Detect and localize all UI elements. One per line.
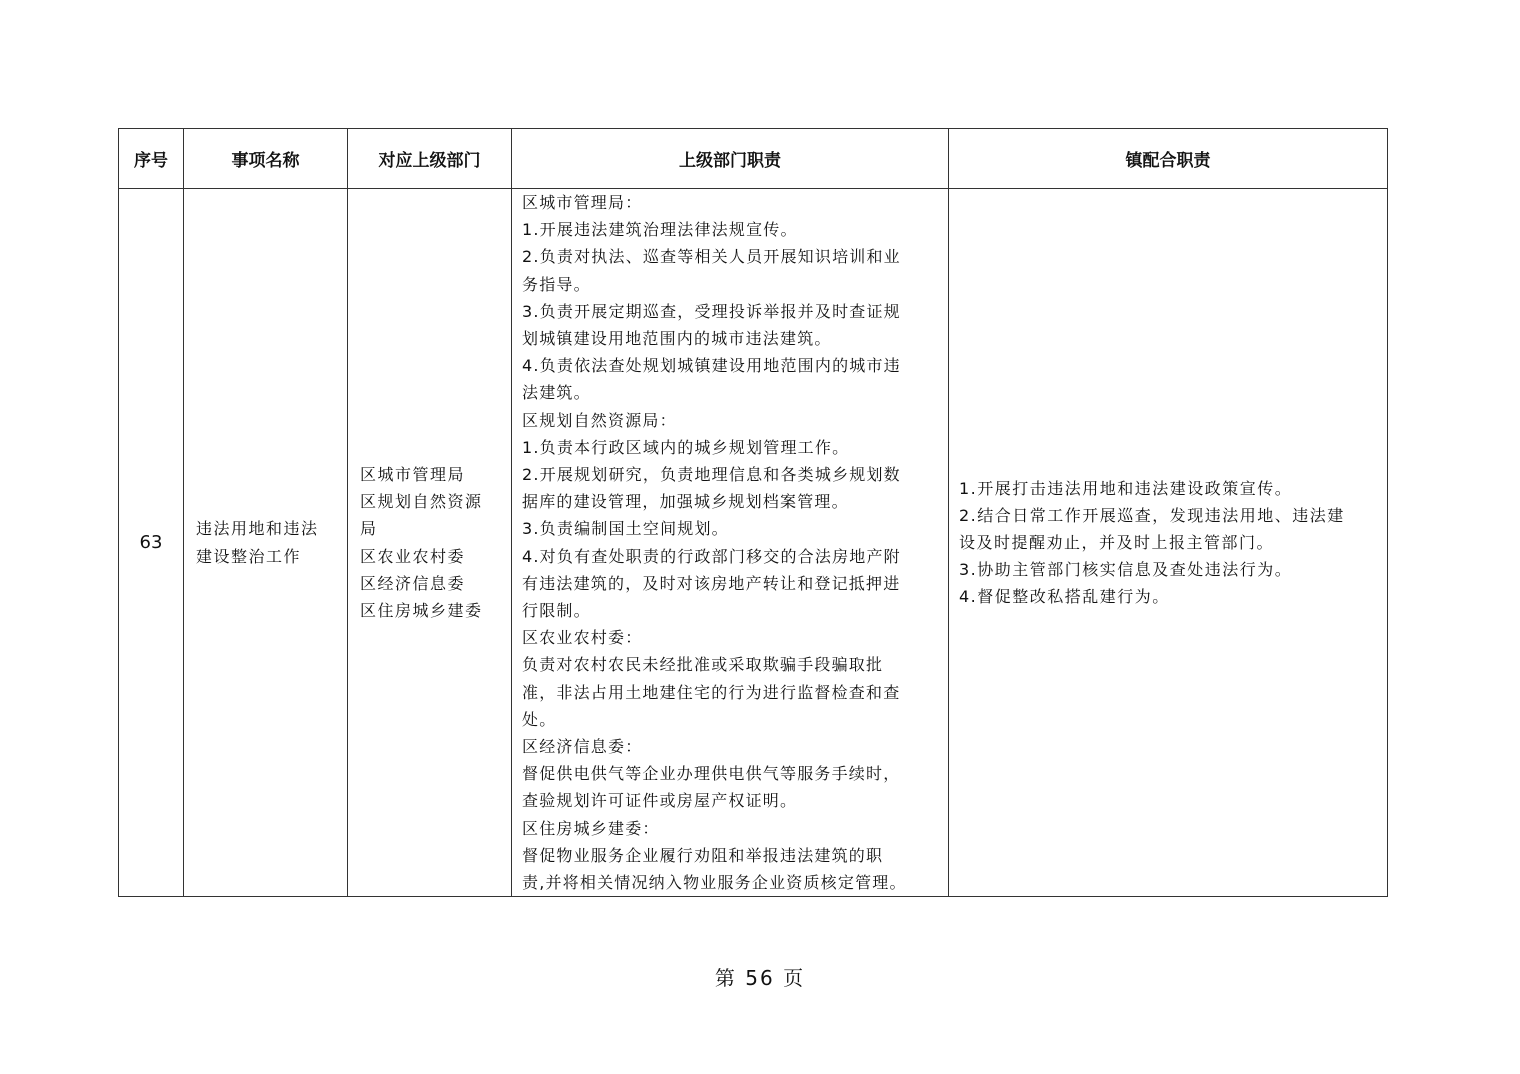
duty-line: 2.负责对执法、巡查等相关人员开展知识培训和业: [522, 247, 901, 267]
department-line: 区规划自然资源: [360, 492, 483, 512]
page-number: 第 56 页: [714, 966, 806, 990]
department-line: 区农业农村委: [360, 546, 466, 566]
duty-line: 督促物业服务企业履行劝阻和举报违法建筑的职: [522, 845, 884, 865]
duty-line: 准，非法占用土地建住宅的行为进行监督检查和查: [522, 682, 901, 702]
header-superior-duties: 上级部门职责: [512, 129, 949, 189]
duty-line: 法建筑。: [522, 383, 591, 403]
department-line: 区经济信息委: [360, 573, 466, 593]
header-item-name: 事项名称: [184, 129, 348, 189]
duty-line: 务指导。: [522, 274, 591, 294]
town-duty-line: 设及时提醒劝止，并及时上报主管部门。: [959, 533, 1275, 553]
town-duty-line: 1.开展打击违法用地和违法建设政策宣传。: [959, 478, 1293, 498]
duty-line: 划城镇建设用地范围内的城市违法建筑。: [522, 329, 832, 349]
department-line: 区城市管理局: [360, 465, 466, 485]
duty-line: 2.开展规划研究，负责地理信息和各类城乡规划数: [522, 465, 901, 485]
duty-line: 区住房城乡建委：: [522, 818, 660, 838]
header-serial-no: 序号: [119, 129, 184, 189]
duty-line: 查验规划许可证件或房屋产权证明。: [522, 791, 798, 811]
duty-line: 负责对农村农民未经批准或采取欺骗手段骗取批: [522, 655, 884, 675]
duty-table: [118, 128, 1388, 897]
department-line: 局: [360, 519, 378, 539]
table-header-row: [119, 129, 1388, 189]
duty-line: 责,并将相关情况纳入物业服务企业资质核定管理。: [522, 873, 907, 893]
duty-line: 督促供电供气等企业办理供电供气等服务手续时，: [522, 764, 901, 784]
duty-line: 处。: [522, 709, 557, 729]
cell-town-duties: [949, 189, 1388, 897]
duty-line: 3.负责开展定期巡查，受理投诉举报并及时查证规: [522, 301, 901, 321]
duty-line: 4.负责依法查处规划城镇建设用地范围内的城市违: [522, 356, 901, 376]
cell-superior-duties: [512, 189, 949, 897]
header-town-duties: 镇配合职责: [949, 129, 1388, 189]
duty-line: 有违法建筑的，及时对该房地产转让和登记抵押进: [522, 573, 901, 593]
duty-line: 1.开展违法建筑治理法律法规宣传。: [522, 220, 798, 240]
item-name-line: 建设整治工作: [196, 546, 302, 566]
table-row: [119, 189, 1388, 897]
duty-line: 4.对负有查处职责的行政部门移交的合法房地产附: [522, 546, 901, 566]
cell-superior-departments: [348, 189, 512, 897]
item-name-line: 违法用地和违法: [196, 519, 319, 539]
town-duty-line: 2.结合日常工作开展巡查，发现违法用地、违法建: [959, 505, 1345, 525]
department-line: 区住房城乡建委: [360, 601, 483, 621]
duty-line: 据库的建设管理，加强城乡规划档案管理。: [522, 492, 849, 512]
duty-line: 1.负责本行政区域内的城乡规划管理工作。: [522, 437, 850, 457]
town-duty-line: 4.督促整改私搭乱建行为。: [959, 587, 1170, 607]
cell-item-name: [184, 189, 348, 897]
duty-line: 3.负责编制国土空间规划。: [522, 519, 729, 539]
duty-line: 区农业农村委：: [522, 628, 643, 648]
town-duty-line: 3.协助主管部门核实信息及查处违法行为。: [959, 560, 1293, 580]
duty-line: 区经济信息委：: [522, 737, 643, 757]
duty-line: 行限制。: [522, 601, 591, 621]
duty-line: 区城市管理局：: [522, 193, 643, 212]
header-superior-department: 对应上级部门: [348, 129, 512, 189]
cell-serial-no: 63: [119, 189, 184, 897]
duty-line: 区规划自然资源局：: [522, 410, 677, 430]
